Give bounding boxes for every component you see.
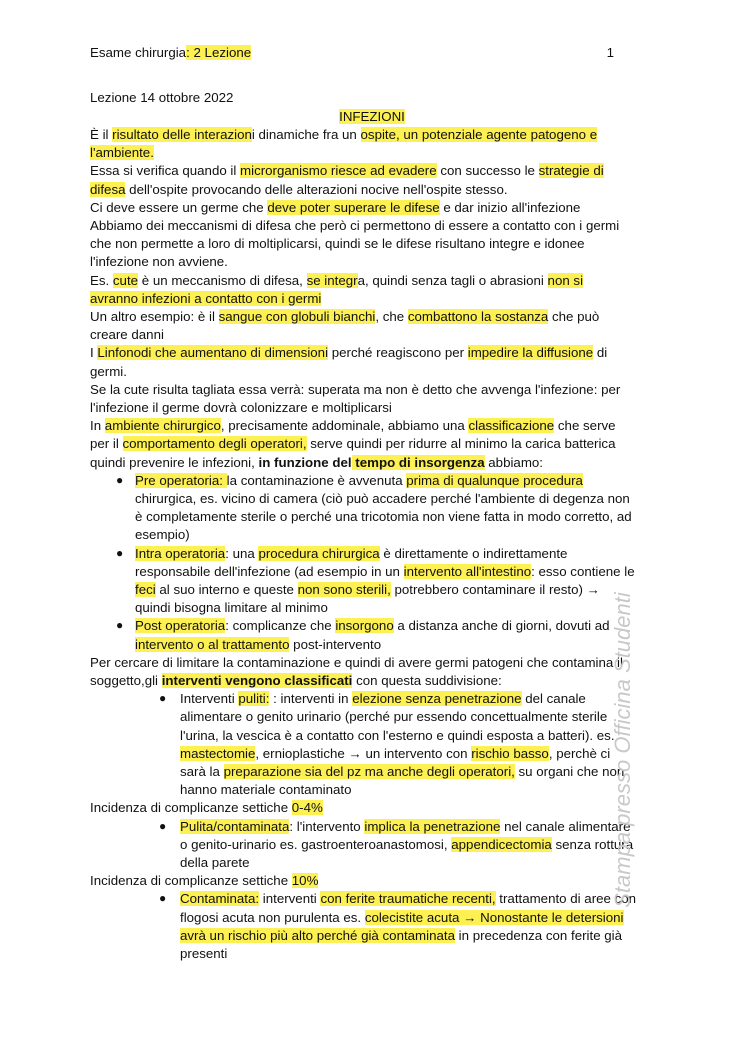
text-line xyxy=(90,308,599,326)
lesson-date: Lezione 14 ottobre 2022 xyxy=(90,90,234,105)
highlighted-text: combattono la sostanza xyxy=(407,309,549,324)
highlighted-text: microrganismo riesce ad evadere xyxy=(240,163,437,179)
text-line xyxy=(135,563,635,581)
highlighted-text: appendicectomia xyxy=(451,836,552,852)
bullet-dot-icon: ● xyxy=(159,691,167,706)
text-span: Incidenza di complicanze settiche xyxy=(90,800,292,816)
text-span: senza rottura xyxy=(551,836,634,852)
highlighted-text: 0-4% xyxy=(291,800,323,816)
text-line xyxy=(90,363,127,381)
highlighted-text: insorgono xyxy=(335,618,394,634)
bullet-dot-icon: ● xyxy=(116,618,124,633)
highlighted-text: con ferite traumatiche recenti, xyxy=(320,891,496,907)
text-span: di xyxy=(593,345,608,361)
text-span: Interventi xyxy=(180,691,239,707)
highlighted-text: procedura chirurgica xyxy=(258,545,380,561)
text-line xyxy=(90,217,619,235)
watermark-logo xyxy=(608,540,652,960)
highlighted-text: l'ambiente. xyxy=(90,145,154,161)
highlighted-text: feci xyxy=(135,582,156,597)
text-line xyxy=(135,599,328,617)
text-line xyxy=(90,290,321,308)
highlighted-text: sangue con globuli bianchi xyxy=(218,309,376,324)
text-span: i dinamiche fra un xyxy=(251,127,361,142)
highlighted-text: intervento o al trattamento xyxy=(135,636,290,652)
text-span: o genito-urinario es. gastroenteroanastomosi, xyxy=(180,836,452,852)
text-span: I xyxy=(90,345,98,361)
text-line xyxy=(135,581,600,599)
text-span: della parete xyxy=(180,855,250,870)
text-span: post-intervento xyxy=(289,636,382,652)
bullet-dot-icon: ● xyxy=(159,818,167,833)
highlighted-text: Pre operatoria: xyxy=(135,472,227,488)
text-line xyxy=(90,435,615,453)
text-span: Incidenza di complicanze settiche xyxy=(90,873,292,889)
text-span: alimentare o genito urinario (perché pur essendo concettualmente sterile xyxy=(180,709,608,725)
text-span: è direttamente o indirettamente xyxy=(379,545,568,561)
text-line xyxy=(90,381,620,399)
highlighted-text: tempo di insorgenza xyxy=(351,454,485,470)
svg-text:Stampa presso Officina Student: Stampa presso Officina Studenti xyxy=(610,592,635,908)
header-title-highlight: : 2 Lezione xyxy=(186,45,252,60)
text-span: a distanza anche di giorni, dovuti ad xyxy=(393,618,610,634)
text-span: chirurgica, es. vicino di camera (ciò può accadere perché l'ambiente di degenza non xyxy=(135,491,630,506)
text-span: Ci deve essere un germe che xyxy=(90,199,268,215)
text-span: in funzione del xyxy=(258,454,352,470)
text-line xyxy=(90,126,597,144)
text-line xyxy=(90,654,623,672)
text-line xyxy=(135,617,610,635)
highlighted-text: classificazione xyxy=(468,418,555,434)
highlighted-text: Intra operatoria xyxy=(135,545,226,561)
highlighted-text: se integr xyxy=(306,272,358,288)
section-heading-wrap xyxy=(0,108,744,126)
header-title-prefix: Esame chirurgia xyxy=(90,45,187,60)
highlighted-text: strategie di xyxy=(538,163,604,179)
text-span: : interventi in xyxy=(269,691,353,707)
text-span: del canale xyxy=(521,691,586,707)
text-span: Per cercare di limitare la contaminazione e quindi di avere germi patogeni che contamina il xyxy=(90,654,623,670)
highlighted-text: deve poter superare le difese xyxy=(267,199,440,215)
highlighted-text: Pulita/contaminata xyxy=(180,818,290,834)
page-number: 1 xyxy=(606,45,614,60)
text-span: abbiamo: xyxy=(484,454,543,470)
highlighted-text: mastectomie xyxy=(180,745,256,761)
highlighted-text: interventi vengono classificati xyxy=(161,673,353,688)
text-line xyxy=(90,417,616,435)
text-span: e dar inizio all'infezione xyxy=(439,199,581,215)
highlighted-text: implica la penetrazione xyxy=(364,818,501,834)
highlighted-text: preparazione sia del pz ma anche degli operatori, xyxy=(223,764,515,779)
highlighted-text: prima di qualunque procedura xyxy=(406,472,583,488)
highlighted-text: non sono sterili, xyxy=(297,582,391,597)
text-span: è completamente sterile o perché una tricotomia non viene fatta in modo corretto, ad xyxy=(135,509,632,525)
text-line xyxy=(180,945,227,963)
bullet-dot-icon: ● xyxy=(116,472,124,487)
header-title xyxy=(90,45,251,60)
text-line xyxy=(180,818,631,836)
text-line xyxy=(135,526,190,544)
highlighted-text: impedire la diffusione xyxy=(467,345,594,361)
text-line xyxy=(180,781,352,799)
text-span: hanno materiale contaminato xyxy=(180,782,352,798)
text-span: interventi xyxy=(259,891,321,907)
text-span: In xyxy=(90,418,105,434)
text-line xyxy=(90,199,580,217)
text-span: Es. xyxy=(90,272,113,288)
text-line xyxy=(180,690,586,708)
text-span: , perchè ci xyxy=(548,745,611,761)
text-line xyxy=(180,836,633,854)
highlighted-text: elezione senza penetrazione xyxy=(352,691,522,707)
highlighted-text: ambiente chirurgico xyxy=(104,418,221,434)
text-line xyxy=(90,272,583,290)
text-span: , che xyxy=(375,309,408,324)
highlighted-text: Contaminata: xyxy=(180,891,260,907)
text-span: con questa suddivisione: xyxy=(352,673,502,688)
text-line xyxy=(90,344,607,362)
text-span: responsabile dell'infezione (ad esempio in un xyxy=(135,563,404,579)
text-span: quindi prevenire le infezioni, xyxy=(90,454,259,470)
text-span: perché reagiscono per xyxy=(328,345,468,361)
text-span: , ernioplastiche → un intervento con xyxy=(255,745,472,761)
bullet-dot-icon: ● xyxy=(116,545,124,560)
text-line xyxy=(90,162,604,180)
section-heading: INFEZIONI xyxy=(339,109,405,124)
text-span: flogosi acuta non purulenta es. xyxy=(180,909,365,925)
text-span: l'infezione non avviene. xyxy=(90,254,228,270)
text-line xyxy=(90,672,502,690)
text-span: che può xyxy=(548,309,600,324)
text-span: serve quindi per ridurre al minimo la carica batterica xyxy=(306,436,616,452)
highlighted-text: non si xyxy=(547,272,584,288)
text-span: che serve xyxy=(554,418,616,434)
text-span: al suo interno e queste xyxy=(155,582,298,597)
text-line xyxy=(90,872,318,890)
text-line xyxy=(180,763,624,781)
text-span: in precedenza con ferite già xyxy=(454,927,623,943)
highlighted-text: risultato delle interazion xyxy=(112,127,252,142)
text-span: È il xyxy=(90,127,113,142)
text-span: l'urina, la vescica è a contatto con l'esterno e quindi esposta a batteri). es. xyxy=(180,727,615,743)
text-line xyxy=(90,399,392,417)
text-span: : complicanze che xyxy=(225,618,336,634)
highlighted-text: ospite, un potenziale agente patogeno e xyxy=(360,127,598,142)
highlighted-text: intervento all'intestino xyxy=(403,563,532,579)
text-line xyxy=(135,472,583,490)
text-line xyxy=(180,890,636,908)
text-span: Un altro esempio: è il xyxy=(90,309,219,324)
highlighted-text: avrà un rischio più alto perché già contaminata xyxy=(180,927,455,943)
text-line xyxy=(180,727,615,745)
text-span: l'infezione il germe dovrà colonizzare e moltiplicarsi xyxy=(90,400,392,415)
text-span: sarà la xyxy=(180,764,224,779)
text-span: nel canale alimentare xyxy=(500,818,631,834)
highlighted-text: Linfonodi che aumentano di dimensioni xyxy=(97,345,329,361)
text-span: che non permette a loro di moltiplicarsi, quindi se le difese risultano integre e idonee xyxy=(90,236,585,252)
text-span: quindi bisogna limitare al minimo xyxy=(135,600,328,616)
text-span: su organi che non xyxy=(514,764,625,779)
text-span: , precisamente addominale, abbiamo una xyxy=(220,418,469,434)
text-span: : una xyxy=(225,545,259,561)
text-span: presenti xyxy=(180,946,228,961)
text-span: potrebbero contaminare il resto) → xyxy=(390,582,600,597)
text-line xyxy=(180,745,610,763)
text-line xyxy=(180,708,607,726)
text-span: a, quindi senza tagli o abrasioni xyxy=(357,272,548,288)
text-line xyxy=(90,454,543,472)
highlighted-text: rischio basso xyxy=(471,745,549,761)
text-span: Essa si verifica quando il xyxy=(90,163,241,179)
text-span: creare danni xyxy=(90,327,164,343)
text-span: Abbiamo dei meccanismi di difesa che però ci permettono di essere a contatto con i germi xyxy=(90,218,620,233)
text-line xyxy=(180,854,250,872)
text-line xyxy=(90,799,323,817)
bullet-dot-icon: ● xyxy=(159,891,167,906)
text-line xyxy=(90,144,154,162)
text-line xyxy=(135,636,381,654)
text-line xyxy=(90,181,508,199)
text-line xyxy=(135,545,567,563)
text-span: con successo le xyxy=(436,163,539,179)
text-span: trattamento di aree con xyxy=(495,891,637,907)
text-span: esempio) xyxy=(135,527,190,543)
text-span: germi. xyxy=(90,363,127,379)
text-span: è un meccanismo di difesa, xyxy=(138,272,307,288)
text-line xyxy=(135,508,632,526)
text-span: la contaminazione è avvenuta xyxy=(226,472,407,488)
text-line xyxy=(180,909,624,927)
text-span: soggetto,gli xyxy=(90,673,162,688)
highlighted-text: cute xyxy=(112,272,139,288)
highlighted-text: puliti: xyxy=(238,691,270,707)
text-span: : l'intervento xyxy=(289,818,365,834)
text-line xyxy=(90,326,164,344)
text-line xyxy=(135,490,630,508)
text-span: : esso contiene le xyxy=(531,563,635,579)
highlighted-text: 10% xyxy=(291,873,319,889)
text-span: per il xyxy=(90,436,123,452)
text-span: dell'ospite provocando delle alterazioni nocive nell'ospite stesso. xyxy=(125,181,508,197)
highlighted-text: Post operatoria xyxy=(135,618,226,634)
highlighted-text: avranno infezioni a contatto con i germi xyxy=(90,290,322,306)
highlighted-text: comportamento degli operatori, xyxy=(122,436,307,452)
page-header xyxy=(90,45,630,63)
text-line xyxy=(180,927,622,945)
highlighted-text: difesa xyxy=(90,181,126,197)
text-line xyxy=(90,235,585,253)
text-span: Se la cute risulta tagliata essa verrà: superata ma non è detto che avvenga l'infezione: per xyxy=(90,381,621,397)
highlighted-text: colecistite acuta → Nonostante le detersioni xyxy=(364,909,624,925)
text-line xyxy=(90,253,228,271)
